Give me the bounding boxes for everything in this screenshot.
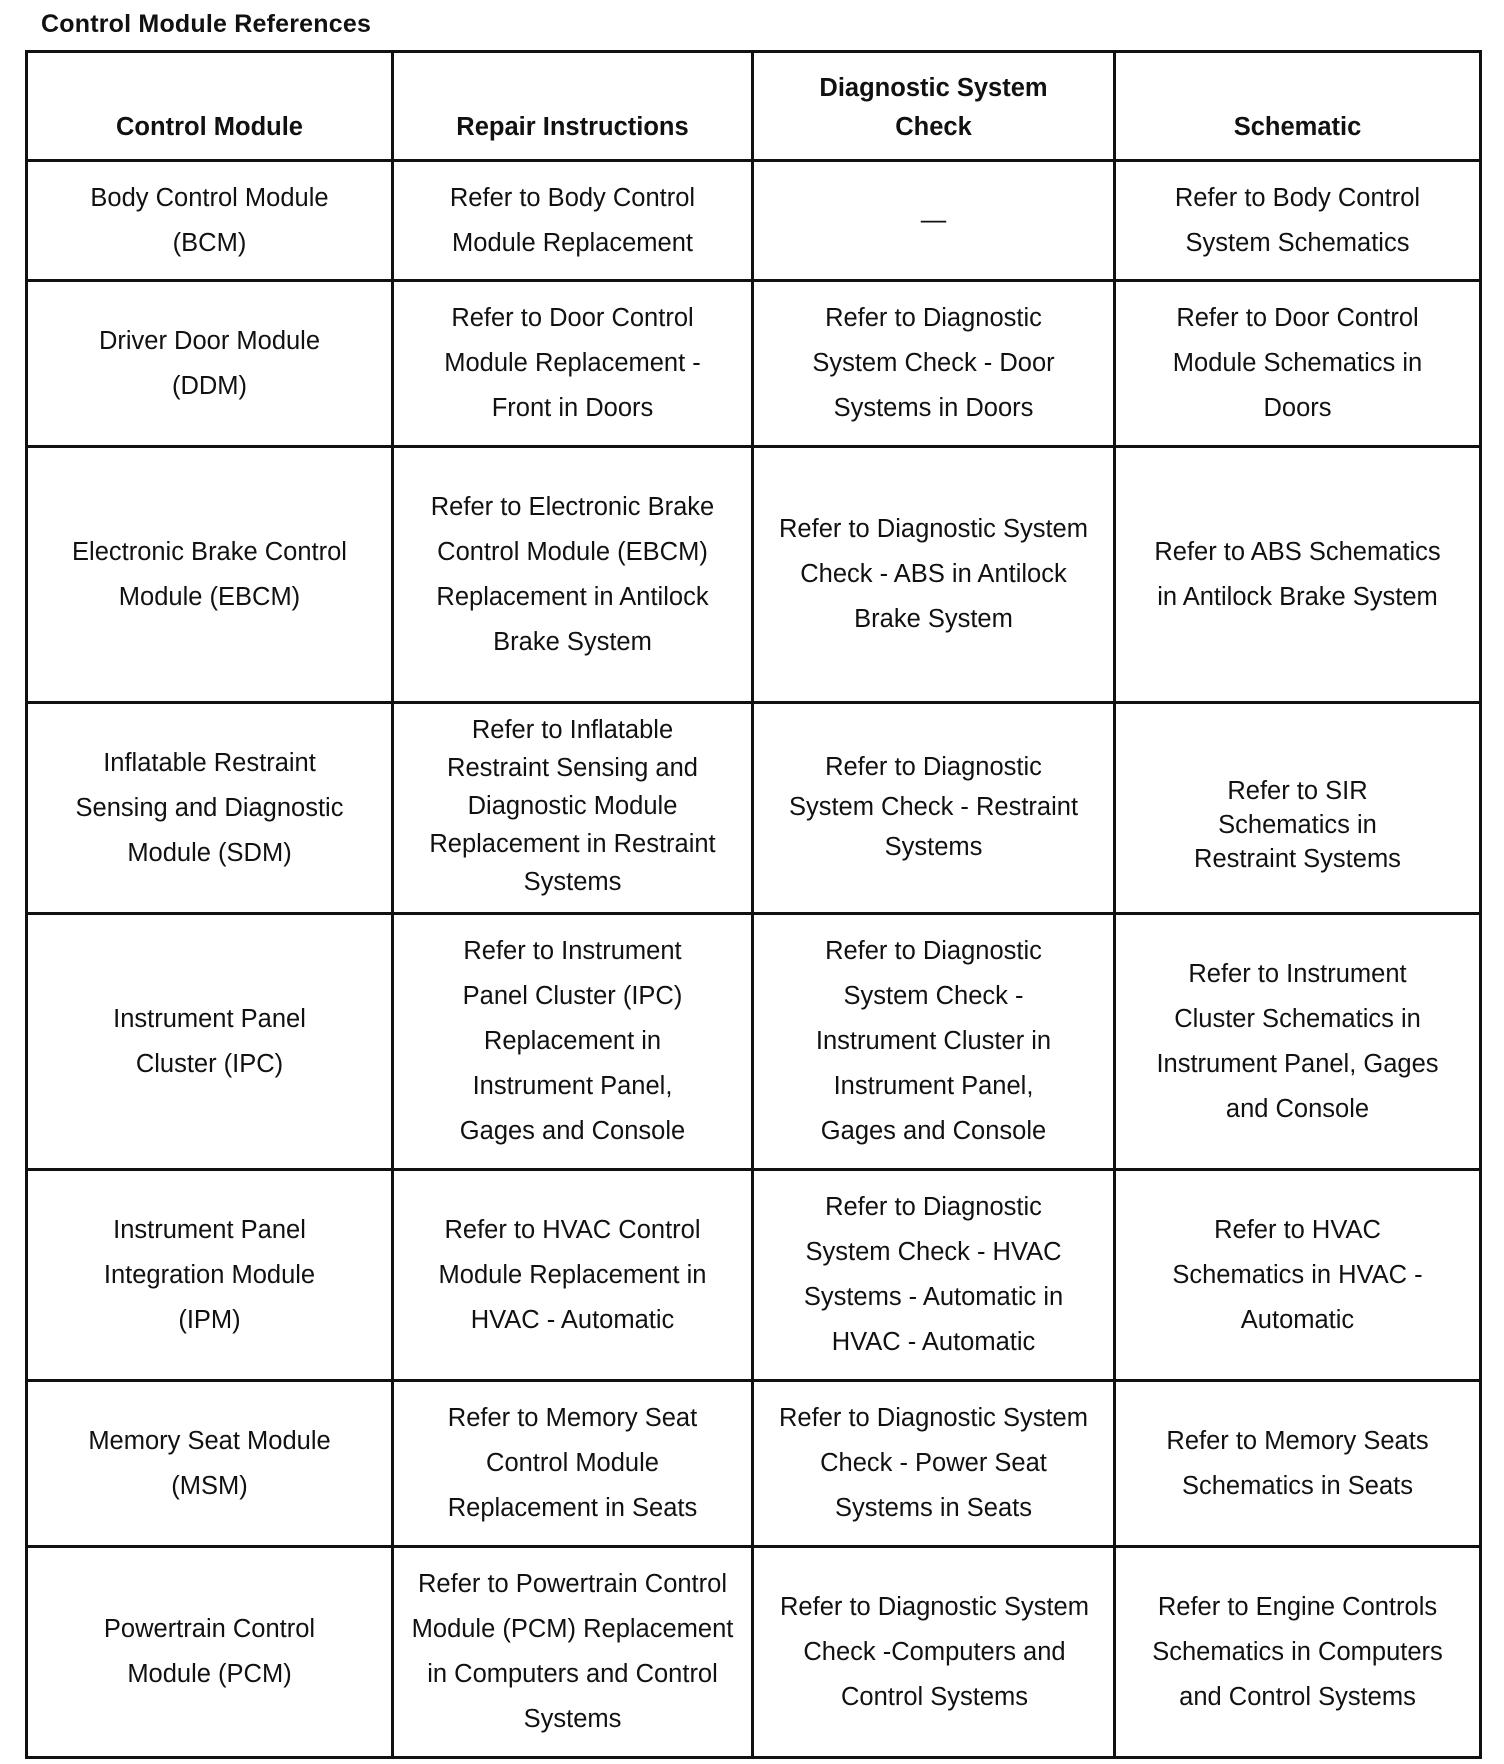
module-cell bbox=[27, 1547, 393, 1758]
module-name: Instrument Panel Cluster (IPC) bbox=[113, 1004, 306, 1078]
diagnostic-text: Refer to Diagnostic System Check - Door Systems in Doors bbox=[812, 304, 1055, 422]
schematic-text: Refer to HVAC Schematics in HVAC - Automatic bbox=[1172, 1215, 1423, 1334]
diagnostic-text: Refer to Diagnostic System Check - Restraint Systems bbox=[788, 752, 1079, 861]
diagnostic-text: Refer to Diagnostic System Check -Computers and Control Systems bbox=[780, 1592, 1089, 1711]
table-row bbox=[27, 1381, 1481, 1547]
repair-cell bbox=[393, 1170, 753, 1381]
repair-cell bbox=[393, 447, 753, 703]
module-cell bbox=[27, 703, 393, 914]
schematic-text: Refer to Door Control Module Schematics in Doors bbox=[1172, 304, 1423, 422]
schematic-text: Refer to Body Control System Schematics bbox=[1174, 183, 1421, 257]
repair-text: Refer to HVAC Control Module Replacement in HVAC - Automatic bbox=[438, 1215, 707, 1334]
repair-cell bbox=[393, 1547, 753, 1758]
diagnostic-cell: — bbox=[753, 161, 1115, 281]
schematic-text: Refer to SIR Schematics in Restraint Systems bbox=[1194, 777, 1401, 873]
schematic-cell bbox=[1115, 281, 1481, 447]
schematic-text: Refer to ABS Schematics in Antilock Brake System bbox=[1154, 537, 1441, 611]
table-row bbox=[27, 281, 1481, 447]
schematic-text: Refer to Memory Seats Schematics in Seats bbox=[1166, 1426, 1429, 1500]
module-name: Instrument Panel Integration Module (IPM) bbox=[103, 1215, 316, 1334]
module-cell bbox=[27, 281, 393, 447]
repair-cell bbox=[393, 703, 753, 914]
table-row bbox=[27, 1170, 1481, 1381]
schematic-cell bbox=[1115, 1547, 1481, 1758]
page-title: Control Module References bbox=[41, 10, 372, 38]
schematic-cell bbox=[1115, 703, 1481, 914]
repair-text: Refer to Inflatable Restraint Sensing and Diagnostic Module Replacement in Restraint Systems bbox=[429, 716, 716, 896]
schematic-cell bbox=[1115, 1170, 1481, 1381]
table-row bbox=[27, 161, 1481, 281]
control-module-references-table bbox=[25, 50, 1482, 1759]
module-cell bbox=[27, 1381, 393, 1547]
schematic-cell bbox=[1115, 1381, 1481, 1547]
repair-text: Refer to Instrument Panel Cluster (IPC) Replacement in Instrument Panel, Gages and Console bbox=[459, 937, 686, 1145]
repair-cell bbox=[393, 281, 753, 447]
repair-text: Refer to Door Control Module Replacement - Front in Doors bbox=[444, 304, 701, 422]
table-row bbox=[27, 703, 1481, 914]
column-header-diagnostic-label: Diagnostic System Check bbox=[819, 74, 1048, 141]
schematic-cell bbox=[1115, 161, 1481, 281]
diagnostic-cell bbox=[753, 1170, 1115, 1381]
column-header-schematic: Schematic bbox=[1115, 52, 1481, 161]
diagnostic-cell bbox=[753, 1547, 1115, 1758]
table-header-row bbox=[27, 52, 1481, 161]
schematic-text: Refer to Engine Controls Schematics in Computers and Control Systems bbox=[1152, 1592, 1443, 1711]
diagnostic-cell bbox=[753, 914, 1115, 1170]
schematic-cell bbox=[1115, 447, 1481, 703]
module-cell bbox=[27, 447, 393, 703]
column-header-repair-instructions: Repair Instructions bbox=[393, 52, 753, 161]
table-row bbox=[27, 914, 1481, 1170]
module-name: Powertrain Control Module (PCM) bbox=[103, 1615, 316, 1688]
diagnostic-text: Refer to Diagnostic System Check - Instrument Cluster in Instrument Panel, Gages and Console bbox=[815, 937, 1052, 1145]
repair-text: Refer to Powertrain Control Module (PCM) Replacement in Computers and Control Systems bbox=[411, 1570, 734, 1733]
repair-cell bbox=[393, 161, 753, 281]
column-header-diagnostic-system-check bbox=[753, 52, 1115, 161]
module-name: Driver Door Module (DDM) bbox=[98, 326, 321, 400]
diagnostic-cell bbox=[753, 281, 1115, 447]
module-name: Inflatable Restraint Sensing and Diagnostic Module (SDM) bbox=[75, 748, 344, 867]
diagnostic-text: Refer to Diagnostic System Check - ABS in Antilock Brake System bbox=[779, 515, 1088, 633]
schematic-cell bbox=[1115, 914, 1481, 1170]
repair-text: Refer to Electronic Brake Control Module (EBCM) Replacement in Antilock Brake System bbox=[430, 492, 715, 656]
repair-cell bbox=[393, 1381, 753, 1547]
module-cell bbox=[27, 161, 393, 281]
diagnostic-text: Refer to Diagnostic System Check - Power Seat Systems in Seats bbox=[779, 1404, 1088, 1522]
module-cell bbox=[27, 1170, 393, 1381]
diagnostic-cell bbox=[753, 703, 1115, 914]
repair-text: Refer to Memory Seat Control Module Replacement in Seats bbox=[447, 1404, 698, 1522]
module-name: Memory Seat Module (MSM) bbox=[88, 1426, 331, 1500]
module-name: Electronic Brake Control Module (EBCM) bbox=[72, 537, 347, 611]
schematic-text: Refer to Instrument Cluster Schematics in Instrument Panel, Gages and Console bbox=[1156, 959, 1439, 1123]
table-row bbox=[27, 1547, 1481, 1758]
repair-cell bbox=[393, 914, 753, 1170]
module-name: Body Control Module (BCM) bbox=[90, 183, 329, 257]
diagnostic-cell bbox=[753, 447, 1115, 703]
table-row bbox=[27, 447, 1481, 703]
repair-text: Refer to Body Control Module Replacement bbox=[449, 183, 696, 257]
module-cell bbox=[27, 914, 393, 1170]
column-header-control-module: Control Module bbox=[27, 52, 393, 161]
diagnostic-cell bbox=[753, 1381, 1115, 1547]
diagnostic-text: Refer to Diagnostic System Check - HVAC Systems - Automatic in HVAC - Automatic bbox=[803, 1193, 1064, 1356]
